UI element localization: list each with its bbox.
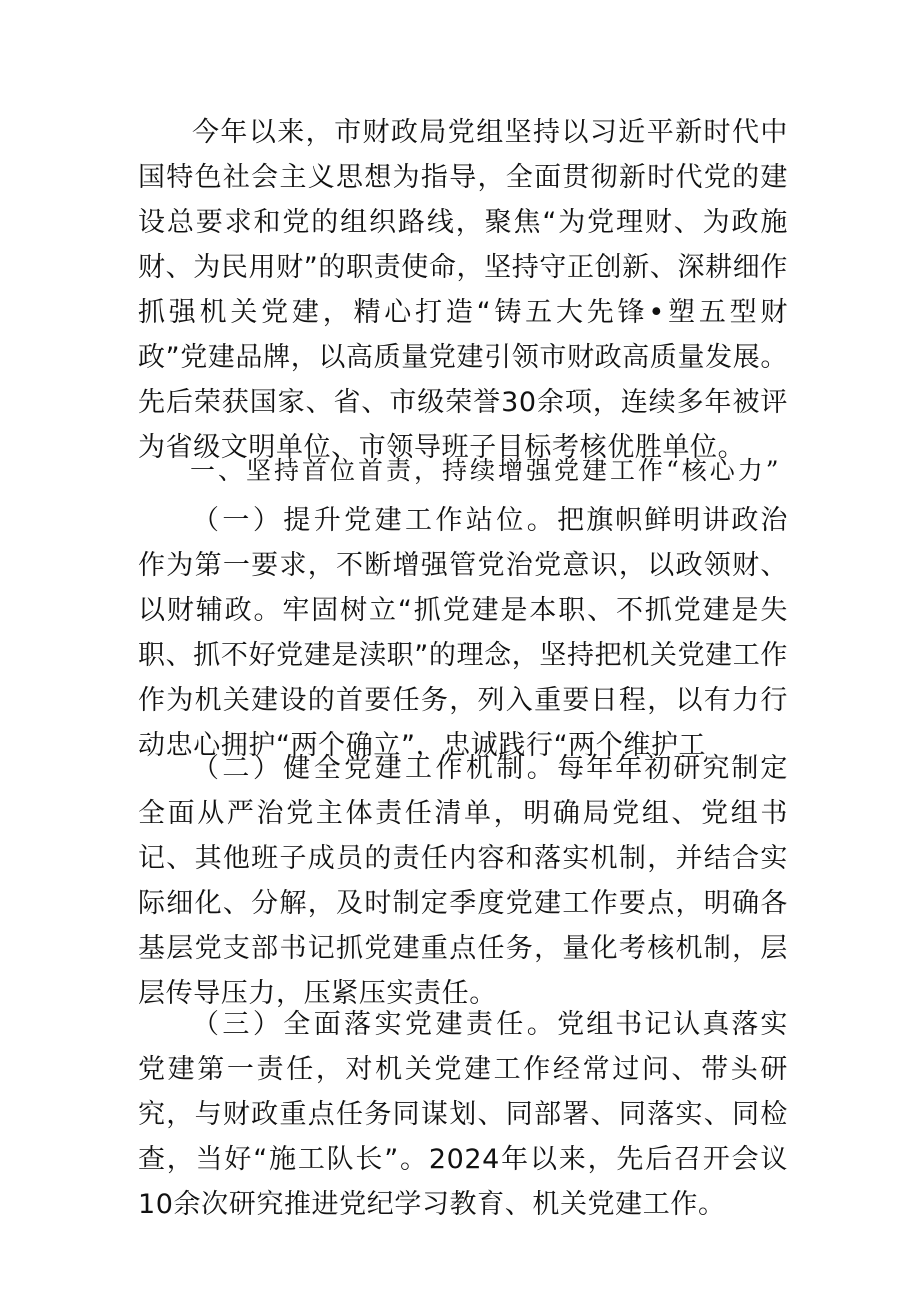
item-paragraph-2	[138, 746, 788, 1016]
item-body-3: 党组书记认真落实党建第一责任，对机关党建工作经常过问、带头研究，与财政重点任务同谋划、同部署、同落实、同检查，当好“施工队长”。2024年以来，先后召开会议10余次研究推进党纪学习教育、机关党建工作。	[138, 1009, 788, 1220]
item-lead-3: （三）全面落实党建责任。	[192, 1009, 558, 1040]
item-lead-1: （一）提升党建工作站位。	[192, 505, 558, 536]
item-body-2: 每年年初研究制定全面从严治党主体责任清单，明确局党组、党组书记、其他班子成员的责任内容和落实机制，并结合实际细化、分解，及时制定季度党建工作要点，明确各基层党支部书记抓党建重点任务，量化考核机制，层层传导压力，压紧压实责任。	[138, 753, 788, 1009]
item-lead-2: （二）健全党建工作机制。	[192, 753, 558, 784]
item-paragraph-3	[138, 1002, 788, 1227]
item-body-1: 把旗帜鲜明讲政治作为第一要求，不断增强管党治党意识，以政领财、以财辅政。牢固树立“抓党建是本职、不抓党建是失职、抓不好党建是渎职”的理念，坚持把机关党建工作作为机关建设的首要任务，列入重要日程，以有力行动忠心拥护“两个确立”，忠诚践行“两个维护工	[138, 505, 788, 761]
section-heading: 一、坚持首位首责，持续增强党建工作“核心力”	[190, 456, 782, 485]
intro-paragraph: 今年以来，市财政局党组坚持以习近平新时代中国特色社会主义思想为指导，全面贯彻新时代党的建设总要求和党的组织路线，聚焦“为党理财、为政施财、为民用财”的职责使命，坚持守正创新、深耕细作抓强机关党建，精心打造“铸五大先锋•塑五型财政”党建品牌，以高质量党建引领市财政高质量发展。先后荣获国家、省、市级荣誉30余项，连续多年被评为省级文明单位、市领导班子目标考核优胜单位。	[138, 117, 788, 463]
item-paragraph-1	[138, 498, 788, 768]
